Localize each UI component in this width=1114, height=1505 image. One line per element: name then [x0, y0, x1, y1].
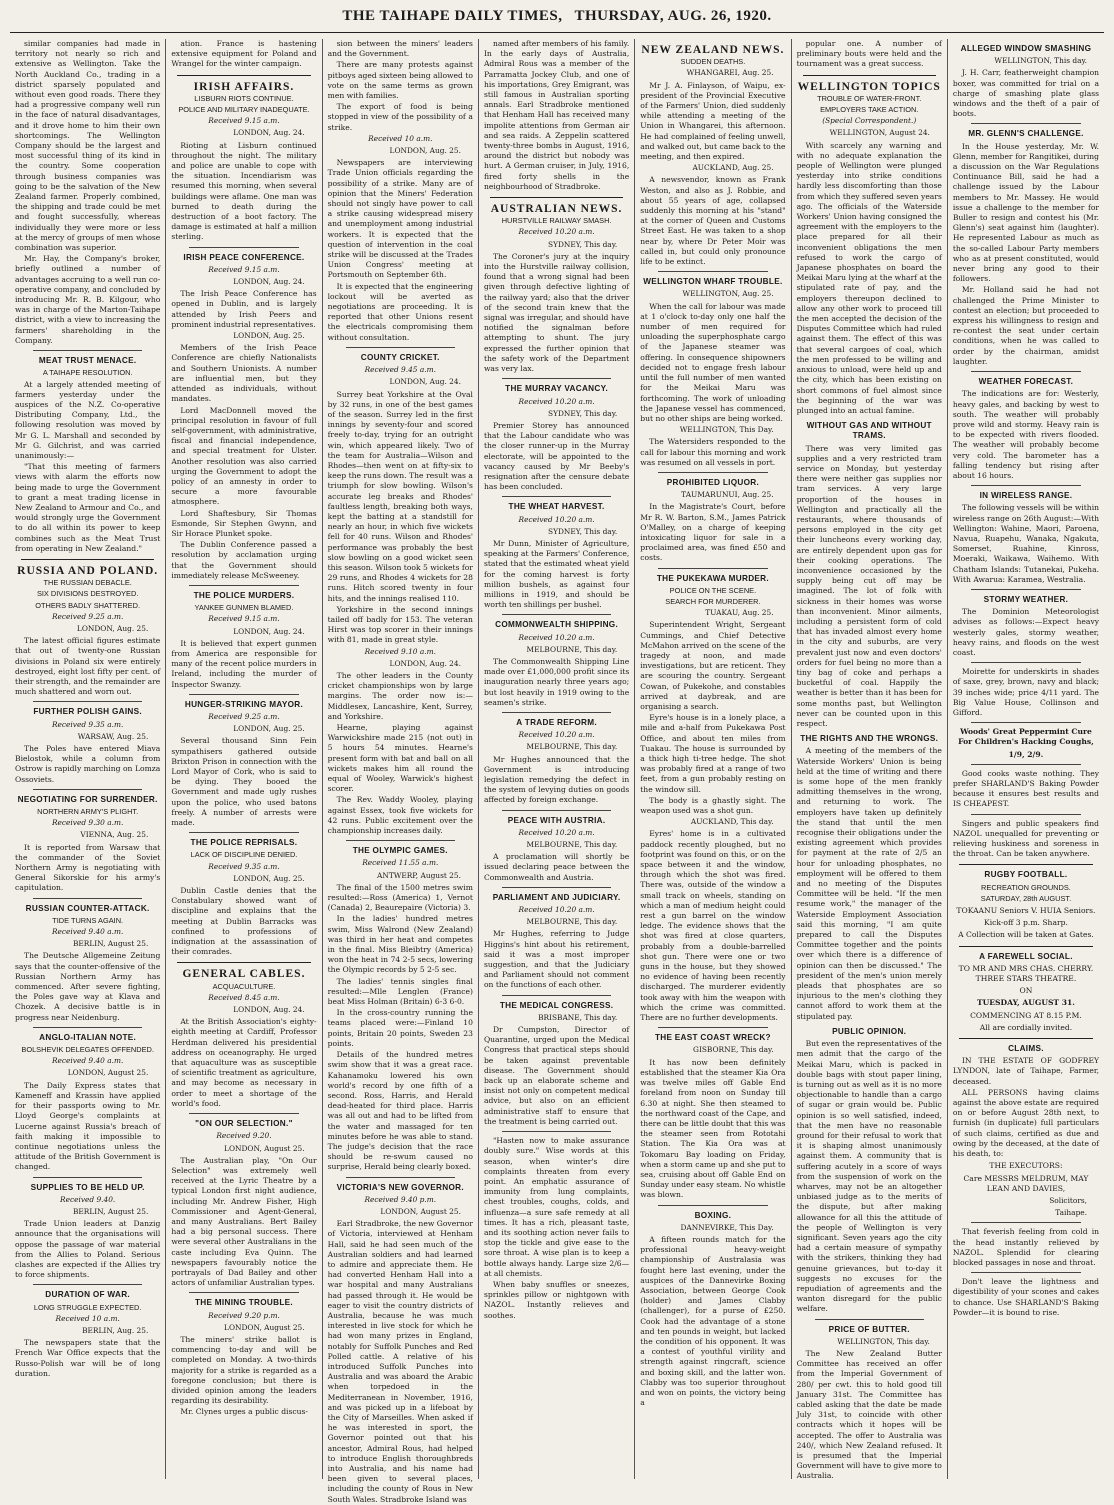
received-time: Received 11.55 a.m. — [362, 858, 439, 868]
dateline: WELLINGTON, This day. — [837, 1336, 930, 1346]
headline: MR. GLENN'S CHALLENGE. — [968, 129, 1084, 139]
divider — [971, 1272, 1081, 1273]
subheadline: SEARCH FOR MURDERER. — [665, 596, 761, 606]
article-text: The Dublin Conference passed a resolution by acclamation urging that the Government should immediately release McSweeney. — [171, 540, 317, 580]
divider — [502, 810, 611, 811]
divider — [177, 75, 310, 76]
article-text: Eyre's house is in a lonely place, a mile and a-half from Pukekawa Post Office, and about ten miles from Tuakau. The house is surrounded by a thick high ti-tree hedge. The shot was probably fired at a range of two feet, from a gun probably resting on the window sill. — [640, 713, 786, 794]
subheadline: ACQUACULTURE. — [212, 981, 276, 991]
divider — [502, 1131, 611, 1132]
section-headline: AUSTRALIAN NEWS. — [490, 203, 623, 216]
section-headline: WELLINGTON TOPICS — [797, 80, 941, 93]
subheadline: THE RUSSIAN DEBACLE. — [43, 578, 132, 588]
dateline: DANNEVIRKE, This Day. — [680, 1222, 774, 1232]
event-text: COMMENCING AT 8.15 P.M. — [970, 1010, 1082, 1020]
article-text: A meeting of the members of the Waterside Workers' Union is being held at the time of writing and there is some hope of the men frankly admitting themselves in the wrong, and returning to work. The employers have taken up definitely the stand that until the men recognise their obligations under the existing agreement which provides for payment at the rate of 2/5 an hour for unloading phosphates, no employment will be offered to them and no meeting of the Disputes Committee will be held. "If the men resume work," the manager of the Waterside Employment Association said this morning, "I am quite prepared to call the Disputes Committee together and the points over which there is a difference of opinion can then be discussed." The president of the men's union merely pleads that phosphates are so injurious to the men's clothing they cannot afford to work them at the stipulated pay. — [796, 746, 942, 1021]
article-text: Dr Cumpston, Director of Quarantine, urged upon the Medical Congress that practical steps should be taken against preventable disease. The Government should back up an elaborate scheme and insist not only on competent medical advice, but also on an efficient administrative staff to ensure that the treatment is being carried out. — [483, 1025, 630, 1126]
divider — [658, 472, 767, 473]
article-text: The indications are for: Westerly, heavy gales, and backing by west to south. The weather will probably prove wild and stormy. Heavy rain is to be expected with rivers flooded. The weather will probably become very cold. The barometer has a falling tendency but rising after about 16 hours. — [952, 389, 1100, 480]
headline: WEATHER FORECAST. — [978, 377, 1074, 387]
subheadline: YANKEE GUNMEN BLAMED. — [194, 603, 294, 613]
divider — [658, 1027, 767, 1028]
article-text: There was very limited gas supplies and a very restricted tram service on Monday, but yesterday there were neither gas supplies nor tram services. A very large proportion of the houses in Wellington and practically all the restaurants, where thousands of persons employed in the city get their luncheons every working day, are entirely dependent upon gas for their cooking operations. The inconvenience occasioned by the supply being cut off may be imagined. The lot of folk with sickness in their homes was worse than inconvenient. Minor ailments, including a persistent form of cold that has invaded almost every home in the city and suburbs, are very prevalent just now and even doctors' orders for fuel being no more than a tiny bag of coke and perhaps a bucketful of coal. Happily the weather is better than it has been for some months past, but Wellington never can be counted upon in this respect. — [796, 443, 942, 728]
article-text: A newsvendor, known as Frank Weston, and also as J. Robbie, and about 55 years of age, collapsed suddenly this morning at his "stand" at the corner of Queen and Customs Street East. He was taken to a shop near by, where Dr Peter Moir was called in, but could only pronounce life to be extinct. — [640, 175, 786, 267]
advert-text: Good cooks waste nothing. They prefer SHARLAND'S Baking Powder because it ensures best results and IS CHEAPEST. — [952, 768, 1100, 809]
received-time: Received 9.40 a.m. — [51, 1056, 124, 1066]
received-time: Received 10 a.m. — [55, 1313, 120, 1323]
divider — [502, 496, 611, 497]
article-text: The latest official figures estimate that out of twenty-one Russian divisions in Poland six were entirely destroyed, eight lost fifty per cent. of their strength, and the remainder are much shattered and worn out. — [15, 636, 161, 697]
divider — [658, 271, 767, 272]
received-time: Received 9.15 a.m. — [208, 116, 280, 126]
article-text: The Rev. Waddy Wooley, playing against Essex, took five wickets for 42 runs. Public excitement over the championship increases daily. — [327, 795, 473, 836]
subheadline: A TAIHAPE RESOLUTION. — [42, 368, 133, 378]
dateline: LONDON, Aug. 24. — [233, 1005, 305, 1015]
article-text: In the ladies' hundred metres swim, Miss Walrond (New Zealand) was third in her heat and competes in the final. Miss Bleibtry (America) won the heat in 74 2-5 secs, lowering the Olympic records by 5 2-5 sec. — [327, 914, 473, 975]
article-text: Mr. Holland said he had not challenged the Prime Minister to contest an election; but proceeded to express his willingness to resign and re-contest the seat under certain conditions, when he was called to order by the chairman, amidst laughter. — [952, 285, 1100, 366]
divider — [502, 712, 611, 713]
article-text: The Daily Express states that Kameneff and Krassin have applied for their passports owing to Mr. Lloyd George's complaints at Lucerne against Russia's breach of faith making it impossible to continue negotiations unless the attitude of the British Government is changed. — [15, 1080, 161, 1172]
dateline: TAUMARUNUI, Aug. 25. — [681, 490, 774, 500]
dateline: LONDON, Aug. 24. — [233, 128, 305, 138]
divider — [803, 75, 936, 76]
subheadline: SIX DIVISIONS DESTROYED. — [36, 589, 139, 599]
article-text: In the Magistrate's Court, before Mr R. W. Barton, S.M., James Patrick O'Malley, on a charge of keeping intoxicating liquor for sale in a proclaimed area, was fined £50 and costs. — [640, 502, 786, 563]
dateline: LONDON, Aug. 25. — [76, 623, 149, 633]
dateline: LONDON, Aug. 25. — [389, 146, 461, 156]
event-text: Kick-off 3 p.m. Sharp. — [984, 918, 1068, 928]
article-text: Surrey beat Yorkshire at the Oval by 32 runs, in one of the best games of the season. Surrey led in the first innings by seventy-four and scored freely to-day, trying for an outright win, which appeared likely. Two of the team for Australia—Wilson and Rhodes—then went on at fifty-six to keep the runs down. The result was a triumph for slow bowling. Wilson's accurate leg breaks and Rhodes' faultless length, breaking both ways, kept the batting at a standstill for nearly an hour, in which five wickets fell for 40 runs. Wilson and Rhodes' performance was probably the best slow bowling on a good wicket seen this season. Wilson took 5 wickets for 29 runs, and Rhodes 4 wickets for 28 runs. Hitch scored twenty in four hits, and the innings realised 110. — [327, 389, 473, 603]
article-text: The export of food is being stopped in view of the possibility of a strike. — [327, 102, 473, 132]
article-text: In the House yesterday, Mr. W. Glenn, member for Rangitikei, during a discussion on the War Regulations Continuance Bill, said he had a challenge issued by the Labour members to Mr. Massey. He would issue a challenge to the member for Buller to resign and contest his (Mr. Glenn's) seat against him (laughter). He represented Labour as much as the so-called Labour Party members who as at present constituted, would never bring any good to their followers. — [952, 141, 1100, 284]
dateline: LONDON, Aug. 24. — [233, 277, 305, 287]
received-time: Received 10.20 a.m. — [518, 905, 595, 915]
divider — [502, 378, 611, 379]
divider — [971, 722, 1081, 723]
headline: MEAT TRUST MENACE. — [38, 356, 137, 366]
dateline: LONDON, Aug. 25. — [233, 331, 305, 341]
article-text: A proclamation will shortly be issued declaring peace between the Commonwealth and Austria. — [483, 852, 630, 882]
headline: THE MINING TROUBLE. — [194, 1298, 293, 1308]
dateline: MELBOURNE, This day. — [526, 644, 618, 654]
dateline: LONDON, August 25. — [224, 1322, 305, 1332]
masthead-title: THE TAIHAPE DAILY TIMES, — [342, 8, 563, 24]
dateline: AUCKLAND, This day. — [690, 817, 774, 827]
divider — [502, 995, 611, 996]
article-text: Lord Shaftesbury, Sir Thomas Esmonde, Sir Stephen Gwynn, and Sir Horace Plunket spoke. — [171, 508, 317, 538]
article-text: It has now been definitely established that the steamer Kia Ora was twelve miles off Gable End foreland from noon on Sunday till 6.30 at night. She then steamed to the northward coast of the Cape, and there can be little doubt that this was the steamer seen from Rototahi Station. The Kia Ora was at Tokomaru Bay loading on Friday, when a storm came up and she put to sea, cruising about off Gable End on Sunday under easy steam. No whistle was blown. — [640, 1057, 786, 1200]
divider — [189, 585, 298, 586]
divider — [971, 485, 1081, 486]
received-time: Received 9.25 a.m. — [208, 711, 280, 721]
received-time: Received 9.15 a.m. — [208, 264, 280, 274]
headline: THE RIGHTS AND THE WRONGS. — [800, 734, 939, 744]
article-text: Trade Union leaders at Danzig announce that the organisations will oppose the passage of war material from the Allies to Poland. Serious clashes are expected if the Allies try to force shipments. — [15, 1219, 161, 1280]
headline: PARLIAMENT AND JUDICIARY. — [492, 892, 621, 902]
dateline: TUAKAU, Aug. 25. — [705, 608, 774, 618]
article-text: similar companies had made in territory not nearly so rich and extensive as Wellington. Take the North Auckland Co., trading in a district sparsely populated and without even good roads. There they had a progressive company well run in the face of natural disadvantages, and it drove home to him their own shortcomings. The Wellington Company should be the largest and most successful thing of its kind in the country. Some cooperation through business companies was going to be the salvation of the New Zealand farmer. Properly combined, the shipping and trade could be met and fought successfully, whereas individually they were more or less at the mercy of groups of men whose combination was superior. — [15, 39, 161, 253]
received-time: Received 10.20 a.m. — [518, 730, 595, 740]
dateline: WHANGAREI, Aug. 25. — [686, 68, 774, 78]
subheadline: TROUBLE OF WATER-FRONT. — [817, 93, 922, 103]
divider — [971, 814, 1081, 815]
divider — [502, 614, 611, 615]
article-text: Details of the hundred metres swim show that it was a great race. Kahanamoku lowered his own world's record by one fifth of a second. Ross, Harris, and Herald dead-heated for third place. Harris was all out and had to be lifted from the water and massaged for ten minutes before he was able to stand. The judge's decision that the race should be re-swum caused no surprise, Herald being clearly boxed. — [327, 1050, 473, 1172]
divider — [33, 1177, 142, 1178]
article-text: The Australian play, "On Our Selection" was extremely well received at the Lyric Theatre by a typical London first night audience, including Mr. Andrew Fisher, High Commissioner and Agent-General, and many Australians. Bert Bailey had a big personal success. There were several other Australians in the caste including Eva Quinn. The newspapers favourably notice the portrayals of Dad Bailey and other actors of unfamiliar Australian types. — [171, 1155, 317, 1288]
headline: SUPPLIES TO BE HELD UP. — [30, 1182, 145, 1192]
article-text: At a largely attended meeting of farmers yesterday under the auspices of the N.Z. Co-operative Distributing Company, Ltd., the following resolution was moved by Mr G. L. Marshall and seconded by Mr G. Gilchrist, and was carried unanimously:— — [15, 379, 161, 460]
dateline: WELLINGTON, August 24. — [829, 128, 930, 138]
received-time: Received 9.45 a.m. — [364, 365, 436, 375]
section-headline: NEW ZEALAND NEWS. — [641, 44, 785, 56]
headline: THE POLICE REPRISALS. — [190, 838, 298, 848]
divider — [658, 568, 767, 569]
divider — [33, 789, 142, 790]
article-text: The following vessels will be within wireless range on 26th August:—With Wellington: Wahine, Maori, Paroena, Navua, Ruapehu, Wanaka, Ngakuta, Somerset, Ruahine, Kinross, Moeraki, Waikawa, Waihemo. With Chatham Islands: Tutanekai, Pukeha. With Awarua: Karamea, Westralia. — [952, 503, 1100, 584]
byline: (Special Correspondent.) — [822, 116, 917, 126]
received-time: Received 10 a.m. — [368, 133, 433, 143]
event-date: TUESDAY, AUGUST 31. — [976, 998, 1075, 1008]
article-text: A fifteen rounds match for the professional heavy-weight championship of Australasia was fought here last evening, under the auspices of the Dannevirke Boxing Association, between George Cook (holder) and James Clabby (challenger), for a purse of £250. Cook had the advantage of a stone and ten pounds in weight, but lacked the condition of his opponent. It was a contest of youthful virility and strength against ringcraft, science and boxing skill, and the latter won. Clabby was too superior throughout and won on points, the victory being a — [640, 1234, 786, 1408]
headline: COUNTY CRICKET. — [360, 352, 440, 362]
article-text: The Commonwealth Shipping Line made over £1,000,000 profit since its inauguration nearly three years ago; but lost heavily in 1919 owing to the seamen's strike. — [483, 656, 630, 707]
dateline: BERLIN, Aug. 25. — [82, 1325, 149, 1335]
dateline: LONDON, Aug. 24. — [389, 377, 461, 387]
article-text: "That this meeting of farmers views with alarm the efforts now being made to urge the Government to grant a meat trading license in New Zealand to Armour and Co., and would strongly urge the Government to do all within its power to keep combines such as the Meat Trust from operating in New Zealand." — [15, 462, 161, 553]
article-text: Several thousand Sinn Fein sympathisers gathered outside Brixton Prison in connection with the Lord Mayor of Cork, who is said to be dying. They booed the Government and made ugly rushes upon the police, who used batons freely. A number of arrests were made. — [171, 736, 317, 828]
article-text: Mr Hughes announced that the Government is introducing legislation remedying the defect in the system of levying duties on goods affected by foreign exchange. — [483, 754, 630, 805]
dateline: BERLIN, August 25. — [72, 1206, 149, 1216]
received-time: Received 10.20 a.m. — [518, 827, 595, 837]
dateline: WELLINGTON, This Day. — [679, 425, 774, 435]
advert-text: When baby snuffles or sneezes, sprinkles pillow or nightgown with NAZOL. Instantly relieves and soothes. — [483, 1279, 630, 1320]
article-text: The other leaders in the County cricket championships won by large margins. The order now is:—Middlesex, Lancashire, Kent, Surrey, and Yorkshire. — [327, 670, 473, 721]
article-text: sion between the miners' leaders and the Government. — [327, 39, 473, 59]
article-text: popular one. A number of preliminary bouts were held and the tournament was a great success. — [796, 39, 942, 69]
divider — [971, 1222, 1081, 1223]
section-headline: GENERAL CABLES. — [182, 968, 306, 981]
divider — [959, 946, 1093, 947]
headline: PROHIBITED LIQUOR. — [666, 477, 760, 487]
headline: IN WIRELESS RANGE. — [979, 491, 1073, 501]
article-text: ation. France is hastening extensive equipment for Poland and Wrangel for the winter campaign. — [171, 39, 317, 69]
article-text: Lord MacDonnell moved the principal resolution in favour of full self-government, with administrative, fiscal and financial independence, and special treatment for Ulster. Another resolution was also carried urging the Government to adopt the policy of an amnesty in order to secure a more favourable atmosphere. — [171, 405, 317, 507]
subheadline: SATURDAY, 28th AUGUST. — [980, 893, 1072, 903]
headline: THE EAST COAST WRECK? — [654, 1033, 771, 1043]
event-text: TOKAANU Seniors V. HUIA Seniors. — [956, 906, 1096, 916]
article-text: Members of the Irish Peace Conference are chiefly Nationalists and Southern Unionists. A number are influential men, but they attended as individuals, without mandates. — [171, 343, 317, 404]
dateline: SYDNEY, This day. — [548, 526, 618, 536]
divider — [177, 962, 310, 963]
event-text: A Collection will be taken at Gates. — [958, 930, 1094, 940]
subheadline: BOLSHEVIK DELEGATES OFFENDED. — [21, 1045, 154, 1055]
event-text: TO MR AND MRS CHAS. CHERRY. THREE STARS THEATRE. — [958, 963, 1094, 984]
divider — [971, 371, 1081, 372]
divider — [189, 247, 298, 248]
notice-text: Taihape. — [1055, 1208, 1088, 1218]
headline: STORMY WEATHER. — [983, 594, 1069, 604]
headline: WELLINGTON WHARF TROUBLE. — [643, 277, 783, 287]
divider — [346, 1177, 455, 1178]
headline: A TRADE REFORM. — [516, 717, 597, 727]
dateline: SYDNEY, This day. — [548, 239, 618, 249]
headline: PRICE OF BUTTER. — [828, 1324, 910, 1334]
headline: COMMONWEALTH SHIPPING. — [495, 620, 619, 630]
divider — [33, 1284, 142, 1285]
divider — [346, 840, 455, 841]
headline: PUBLIC OPINION. — [832, 1026, 907, 1036]
article-text: In the cross-country running the teams placed were:—Finland 10 points, Britain 20 points, Sweden 23 points. — [327, 1008, 473, 1048]
article-text: Yorkshire in the second innings tailed off badly for 153. The veteran Hirst was top scorer in their innings with 81, made in great style. — [327, 604, 473, 645]
headline: THE MEDICAL CONGRESS. — [499, 1000, 614, 1010]
subheadline: POLICE AND MILITARY INADEQUATE. — [178, 105, 310, 115]
column-3 — [323, 39, 479, 1504]
received-time: Received 9.35 a.m. — [208, 861, 280, 871]
article-text: It is reported from Warsaw that the commander of the Soviet Northern Army is negotiating with General Sikorskie for his army's capitulation. — [15, 842, 161, 893]
subheadline: TIDE TURNS AGAIN. — [52, 915, 124, 925]
dateline: SYDNEY, This day. — [548, 408, 618, 418]
headline: ANGLO-ITALIAN NOTE. — [39, 1032, 137, 1042]
dateline: GISBORNE, This day. — [693, 1045, 774, 1055]
article-text: Rioting at Lisburn continued throughout the night. The military and police are unable to cope with the situation. Incendiarism was resumed this morning, when several buildings were aflame. One man was burned to death during the destruction of a boot factory. The damage is estimated at half a million sterling. — [171, 140, 317, 242]
column-2 — [166, 39, 322, 1479]
received-time: Received 9.20 p.m. — [208, 1310, 280, 1320]
subheadline: LONG STRUGGLE EXPECTED. — [33, 1302, 142, 1312]
divider — [959, 864, 1093, 865]
divider — [971, 662, 1081, 663]
article-text: Mr Dunn, Minister of Agriculture, speaking at the Farmers' Conference, stated that the estimated wheat yield for the coming harvest is forty million bushels, as against four millions in 1919, and should be worth ten shillings per bushel. — [483, 538, 630, 610]
headline: DURATION OF WAR. — [45, 1290, 130, 1300]
article-text: Premier Storey has announced that the Labour candidate who was the closer runner-up in the Murray electorate, will be appointed to the vacancy caused by Mr Beeby's resignation after the censure debate has been concluded. — [483, 420, 630, 492]
article-text: The Coroner's jury at the inquiry into the Hurstville railway collision, found that a wrong signal had been given through defective lighting of the railway yard; also that the driver of the second train knew that the signal was irregular, and should have notified the signalman before attempting to shunt. The jury expressed the further opinion that the safety work of the Department was very lax. — [483, 251, 630, 374]
section-headline: RUSSIA AND POLAND. — [17, 564, 159, 577]
headline: HUNGER-STRIKING MAYOR. — [184, 699, 304, 709]
dateline: LONDON, Aug. 25. — [233, 873, 305, 883]
received-time: Received 10.20 a.m. — [518, 396, 595, 406]
article-text: Mr J. A. Finlayson, of Waipu, ex-president of the Provincial Executive of the Farmers' Union, died suddenly while attending a meeting of the Union in Whangarei, this afternoon. He had complained of feeling unwell, and walked out, but came back to the meeting, and then expired. — [640, 80, 786, 162]
divider — [189, 1292, 298, 1293]
headline: BOXING. — [694, 1210, 732, 1220]
article-text: The Irish Peace Conference has opened in Dublin, and is largely attended by Irish Peers and prominent industrial representatives. — [171, 289, 317, 329]
headline: RUSSIAN COUNTER-ATTACK. — [25, 903, 150, 913]
notice-text: IN THE ESTATE OF GODFREY LYNDON, late of Taihape, Farmer, deceased. — [952, 1056, 1100, 1086]
divider — [33, 898, 142, 899]
divider — [658, 1205, 767, 1206]
headline: A FAREWELL SOCIAL. — [979, 951, 1073, 961]
received-time: Received 9.20. — [216, 1131, 272, 1141]
masthead — [10, 8, 1104, 33]
dateline: LONDON, Aug. 24. — [389, 658, 461, 668]
headline: FURTHER POLISH GAINS. — [33, 707, 142, 717]
article-text: Newspapers are interviewing Trade Union officials regarding the possibility of a strike. Many are of opinion that the Miners' Federation should not singly have power to call a strike causing widespread misery and unemployment among industrial workers. It is expected that the question of intervention in the coal strike will be discussed at the Trades Union Congress' meeting at Portsmouth on September 6th. — [327, 158, 473, 280]
article-text: It is expected that the engineering lockout will be averted as negotiations are proceeding. It is reported that other Unions resent the electricals compromising them without consultation. — [327, 281, 473, 342]
received-time: Received 9.10 a.m. — [364, 646, 436, 656]
dateline: VIENNA, Aug. 25. — [80, 830, 149, 840]
advert-headline: Woods' Great Peppermint Cure For Children's Hacking Coughs, — [958, 727, 1094, 747]
headline: VICTORIA'S NEW GOVERNOR. — [336, 1182, 464, 1192]
notice-text: THE EXECUTORS: — [989, 1161, 1063, 1171]
columns — [10, 39, 1104, 1504]
event-text: ON — [1019, 986, 1033, 996]
article-text: Dublin Castle denies that the Constabulary showed want of discipline and explains that the meeting at Dublin Barracks was confined to professions of indignation at the assassination of their comrades. — [171, 886, 317, 957]
article-text: named after members of his family. In the early days of Australia, Admiral Rous was a member of the Parramatta Jockey Club, and one of his importations, Grey Emigrant, was still famous in Australian sporting annals. Earl Stradbroke mentioned that Henham Hall has received many impolite attentions from German air and sea raids. A Zeppelin scattered twenty-three bombs in August, 1916, around the district but nobody was hurt. A German cruiser, in July, 1916, fired forty shells in the neighbourhood of Stradbroke. — [483, 39, 630, 191]
notice-text: Care MESSRS MELDRUM, MAY LEAN AND DAVIES, — [963, 1173, 1089, 1193]
divider — [33, 350, 142, 351]
notice-text: ALL PERSONS having claims against the above estate are required on or before August 28th next, to furnish (in duplicate) full particulars of such claims, certified as due and owing by the deceased, at the date of his death, to: — [952, 1087, 1100, 1159]
advert-text: That feverish feeling from cold in the head instantly relieved by NAZOL. Splendid for clearing blocked passages in nose and throat. — [952, 1227, 1100, 1267]
article-text: But even the representatives of the men admit that the cargo of the Meikai Maru, which is packed in double bags with stout paper lining, is turning out as well as it is no more objectionable to handle than a cargo of sugar or grain would be. Public opinion is so well satisfied, indeed, that the men have no reasonable ground for their refusal to work that it is shaping almost unanimously against them. A community that is suffering acutely in a score of ways from the suspension of work on the wharves, may not be an altogether unbiased judge as to the merits of the dispute, but after making allowance for all this the attitude of the people of Wellington is very significant. Seven years ago the city had a certain measure of sympathy with the strikers, thinking they had genuine grievances, but to-day it suggests no excuses for the repudiation of agreements and the wanton disregard for the public welfare. — [796, 1039, 942, 1314]
advert-text: Don't leave the lightness and digestibility of your scones and cakes to chance. Use SHARLAND'S Baking Powder—it is bound to rise. — [952, 1277, 1100, 1317]
dateline: MELBOURNE, This day. — [526, 840, 618, 850]
received-time: Received 10.20 a.m. — [518, 514, 595, 524]
headline: CLAIMS. — [1008, 1044, 1044, 1054]
divider — [959, 1038, 1093, 1039]
headline: THE OLYMPIC GAMES. — [352, 846, 448, 856]
article-text: The body is a ghastly sight. The weapon used was a shot gun. — [640, 795, 786, 816]
article-text: Mr. Clynes urges a public discus- — [180, 1407, 308, 1417]
subheadline: RECREATION GROUNDS. — [981, 882, 1071, 892]
dateline: MELBOURNE, This day. — [526, 917, 618, 927]
subheadline: OTHERS BADLY SHATTERED. — [35, 600, 141, 610]
article-text: There are many protests against pitboys aged sixteen being allowed to vote on the same terms as grown men with families. — [327, 60, 473, 101]
subheadline: HURSTVILLE RAILWAY SMASH. — [501, 216, 612, 226]
divider — [189, 832, 298, 833]
advert-text: Moirette for underskirts in shades of saxe, grey, brown, navy and black; 39 inches wide; price 4/11 yard. The Big Value House, Collinson and Gifford. — [952, 667, 1100, 717]
notice-text: Solicitors, — [1049, 1195, 1088, 1205]
dateline: WELLINGTON, This day. — [994, 56, 1088, 66]
divider — [189, 694, 298, 695]
advert-price: 1/9, 2/9. — [1008, 749, 1044, 759]
received-time: Received 9.35 a.m. — [51, 719, 124, 729]
divider — [189, 1113, 298, 1114]
column-4 — [479, 39, 635, 1479]
headline: THE MURRAY VACANCY. — [505, 384, 609, 394]
headline: THE POLICE MURDERS. — [193, 590, 295, 600]
dateline: LONDON, August 25. — [224, 1143, 305, 1153]
article-text: J. H. Carr, featherweight champion boxer, was committed for trial on a charge of smashing plate glass windows and the theft of a pair of boots. — [952, 68, 1100, 119]
divider — [971, 589, 1081, 590]
received-time: Received 9.25 a.m. — [51, 611, 124, 621]
article-text: Superintendent Wright, Sergeant Cummings, and Chief Detective McMahon arrived on the scene of the tragedy at noon, and made investigations, but are reticent. They are scouring the country. Sergeant Cowan, of Pukekohe, and constables arrived at daybreak, and are organising a search. — [640, 620, 786, 711]
article-text: With scarcely any warning and with no adequate explanation the people of Wellington were plunged yesterday into strike conditions hardly less discomforting than those from which they suffered seven years ago. The officials of the Waterside Workers' Union having consigned the agreement with the employers to the place prepared for all their inconvenient obligations the men refused to work the cargo of Japanese phosphates on board the Meikai Maru lying at the wharf at the stipulated rate of pay, and the employers thereupon declined to allow any other work to proceed till the men accepted the decision of the Disputes Committee which had ruled against them. The effect of this was that several cargoes of coal, which the men professed to be willing and anxious to unload, were held up and the city, which has been existing on short commons of fuel almost since the beginning of the war was plunged into an actual famine. — [796, 140, 942, 415]
headline: WITHOUT GAS AND WITHOUT TRAMS. — [806, 421, 932, 441]
article-text: Hearne, playing against Warwickshire made 215 (not out) in 5 hours 54 minutes. Hearne's present form with bat and ball on all wickets makes him all round the equal of Wooley, Warwick's highest scorer. — [327, 723, 473, 794]
column-6 — [792, 39, 948, 1479]
subheadline: NORTHERN ARMY'S PLIGHT. — [37, 807, 139, 817]
article-text: The Watersiders responded to the call for labour this morning and work was resumed on all vessels in port. — [640, 437, 786, 467]
dateline: BERLIN, August 25. — [72, 939, 149, 949]
column-7 — [948, 39, 1104, 1479]
article-text: At the British Association's eighty-eighth meeting at Cardiff, Professor Herdman delivered his presidential address on oceanography. He urged that aquaculture was as susceptible of scientific treatment as agriculture, and may become as necessary in order to meet a shortage of the world's food. — [171, 1017, 317, 1108]
divider — [971, 123, 1081, 124]
article-text: The newspapers state that the French War Office expects that the Russo-Polish war will be of long duration. — [15, 1338, 161, 1378]
advert-text: Singers and public speakers find NAZOL unequalled for preventing or relieving huskiness and soreness in the throat. Can be taken anywhere. — [952, 818, 1100, 859]
received-time: Received 9.30 a.m. — [51, 818, 124, 828]
column-5 — [635, 39, 791, 1479]
article-text: It is believed that expert gunmen from America are responsible for many of the recent police murders in Ireland, including the murder of Inspector Swanzy. — [171, 638, 317, 689]
dateline: LONDON, August 25. — [380, 1206, 461, 1216]
headline: IRISH PEACE CONFERENCE. — [183, 252, 305, 262]
article-text: Eyres' home is in a cultivated paddock recently ploughed, but no footprint was found on this, or on the space between it and the window, through which the shot was fired. There was, outside of the window a small track on wheels, standing on which a man of medium height could rest a gun barrel on the window ledge. The evidence shows that the shot was fired at close quarters, probably from a double-barrelled shot gun. There were one or two guns in the house, but they showed no evidence of having been recently discharged. The murderer evidently took away with him the weapon with which the crime was committed. There are no further developments. — [640, 829, 786, 1023]
divider — [815, 1319, 924, 1320]
divider — [490, 197, 623, 198]
advert-text: "Hasten now to make assurance doubly sure." Wise words at this season, when winter's dire complaints threaten from every point. An emphatic assurance of immunity from lung complaints, chest troubles, coughs, colds, and influenza—a sure safe remedy at all times. It has a rich, pleasant taste, and its soothing action never fails to stop the tickle and give ease to the sore throat. A wise plan is to keep a bottle always handy. Large size 2/6—at all chemists. — [483, 1136, 630, 1278]
received-time: Received 9.15 a.m. — [208, 614, 280, 624]
dateline: ANTWERP, August 25. — [377, 870, 461, 880]
headline: RUGBY FOOTBALL. — [984, 870, 1068, 880]
subheadline: POLICE ON THE SCENE. — [669, 585, 757, 595]
received-time: Received 10.20 a.m. — [518, 227, 595, 237]
divider — [21, 559, 154, 560]
divider — [346, 347, 455, 348]
headline: ALLEGED WINDOW SMASHING — [960, 44, 1092, 53]
dateline: WELLINGTON, Aug. 25. — [682, 289, 774, 299]
article-text: The miners' strike ballot is commencing to-day and will be completed on Monday. A two-thirds majority for a strike is regarded as a foregone conclusion; but there is divided opinion among the leaders regarding its desirability. — [171, 1334, 317, 1406]
article-text: When the call for labour was made at 1 o'clock to-day only one half the number of men required for unloading the superphosphate cargo of the Japanese steamer was offering. In consequence shipowners decided not to engage fresh labour until the full number of men wanted for the Meikai Maru was forthcoming. The work of unloading the Japanese vessel has commenced, but no other ships are being worked. — [640, 301, 786, 423]
article-text: The final of the 1500 metres swim resulted:—Ross (America) 1, Vernot (Canada) 2, Beaurepaire (Victoria) 3. — [327, 882, 473, 913]
headline: NEGOTIATING FOR SURRENDER. — [17, 794, 158, 804]
article-text: The Dominion Meteorologist advises as follows:—Expect heavy westerly gales, stormy weather, heavy rains, and floods on the west coast. — [952, 607, 1100, 657]
dateline: WARSAW, Aug. 25. — [77, 731, 149, 741]
dateline: MELBOURNE, This day. — [526, 742, 618, 752]
divider — [971, 764, 1081, 765]
dateline: LONDON, Aug. 24. — [233, 626, 305, 636]
headline: "ON OUR SELECTION." — [195, 1119, 293, 1129]
dateline: LONDON, August 25. — [67, 1068, 149, 1078]
masthead-date: THURSDAY, AUG. 26, 1920. — [574, 8, 772, 24]
event-text: All are cordially invited. — [979, 1022, 1073, 1032]
subheadline: EMPLOYERS TAKE ACTION. — [820, 105, 919, 115]
received-time: Received 10.20 a.m. — [518, 632, 595, 642]
article-text: Mr Hughes, referring to Judge Higgins's hint about his retirement, said it was a most improper suggestion, and that the Judiciary and Parliament should not comment on the functions of each other. — [483, 929, 630, 990]
subheadline: LISBURN RIOTS CONTINUE. — [194, 93, 294, 103]
received-time: Received 9.40 p.m. — [364, 1194, 437, 1204]
article-text: Mr. Hay, the Company's broker, briefly outlined a number of advantages accruing to a well run co-operative company, and concluded by introducing Mr. R. B. Kilgour, who was in charge of the Marton-Taihape district, with a view to increasing the farmers' shareholding in the Company. — [15, 254, 161, 345]
headline: PEACE WITH AUSTRIA. — [507, 815, 606, 825]
subheadline: SUDDEN DEATHS. — [680, 57, 746, 67]
received-time: Received 8.45 a.m. — [208, 992, 280, 1002]
article-text: Earl Stradbroke, the new Governor of Victoria, interviewed at Henham Hall, said he had seen much of the Australian soldiers and had learned to admire and appreciate them. He had converted Henham Hall into a war hospital and many Australians had passed through it. He would be eager to visit the country districts of Australia, because he was much interested in live stock for which he had won many prizes in England, notably for Suffolk Punches and Red Polled cattle. A relative of his introduced Suffolk Punches into Australia and was aboard the Arabic when torpedoed in the Mediterranean in November, 1916, and was picked up in a lifeboat by the City of Marseilles. When asked if he was interested in sport, the Governor pointed out that his ancestor, Admiral Rous, had helped to introduce English thoroughbreds into Australia, and his name had been given to several places, including the county of Rous in New South Wales. Stradbroke Island was — [327, 1219, 473, 1504]
dateline: AUCKLAND, Aug. 25. — [692, 163, 774, 173]
divider — [502, 887, 611, 888]
dateline: BRISBANE, This day. — [538, 1012, 618, 1022]
article-text: The New Zealand Butter Committee has received an offer from the Imperial Government of 280/ per cwt. this to hold good till January 31st. The Committee has cabled asking that the date be made July 31st, to coincide with other contracts which it hopes will be accepted. The offer to Australia was 240/, which New Zealand refused. It is presumed that the Imperial Government will have to give more to Australia. — [796, 1348, 942, 1481]
dateline: LONDON, Aug. 25. — [233, 724, 305, 734]
article-text: The Poles have entered Miava Bielostok, while a column from Ostrow is rapidly marching on Lomza Ossoviets. — [15, 744, 161, 784]
received-time: Received 9.40. — [60, 1194, 116, 1204]
divider — [33, 701, 142, 702]
column-1 — [10, 39, 166, 1479]
article-text: The Deutsche Allgemeine Zeitung says that the counter-offensive of the Russian Northern Army has commenced. After severe fighting, the Poles gave way at Klava and Chozek. A decisive battle is in progress near Neidenburg. — [15, 951, 161, 1022]
section-headline: IRISH AFFAIRS. — [193, 80, 295, 93]
headline: THE PUKEKAWA MURDER. — [656, 573, 769, 583]
subheadline: LACK OF DISCIPLINE DENIED. — [190, 850, 298, 860]
divider — [33, 1027, 142, 1028]
headline: THE WHEAT HARVEST. — [508, 502, 605, 512]
article-text: The ladies' tennis singles final resulted:—Mlle Lenglen (France) beat Miss Holman (Britain) 6-3 6-0. — [327, 976, 473, 1007]
received-time: Received 9.40 a.m. — [51, 927, 124, 937]
